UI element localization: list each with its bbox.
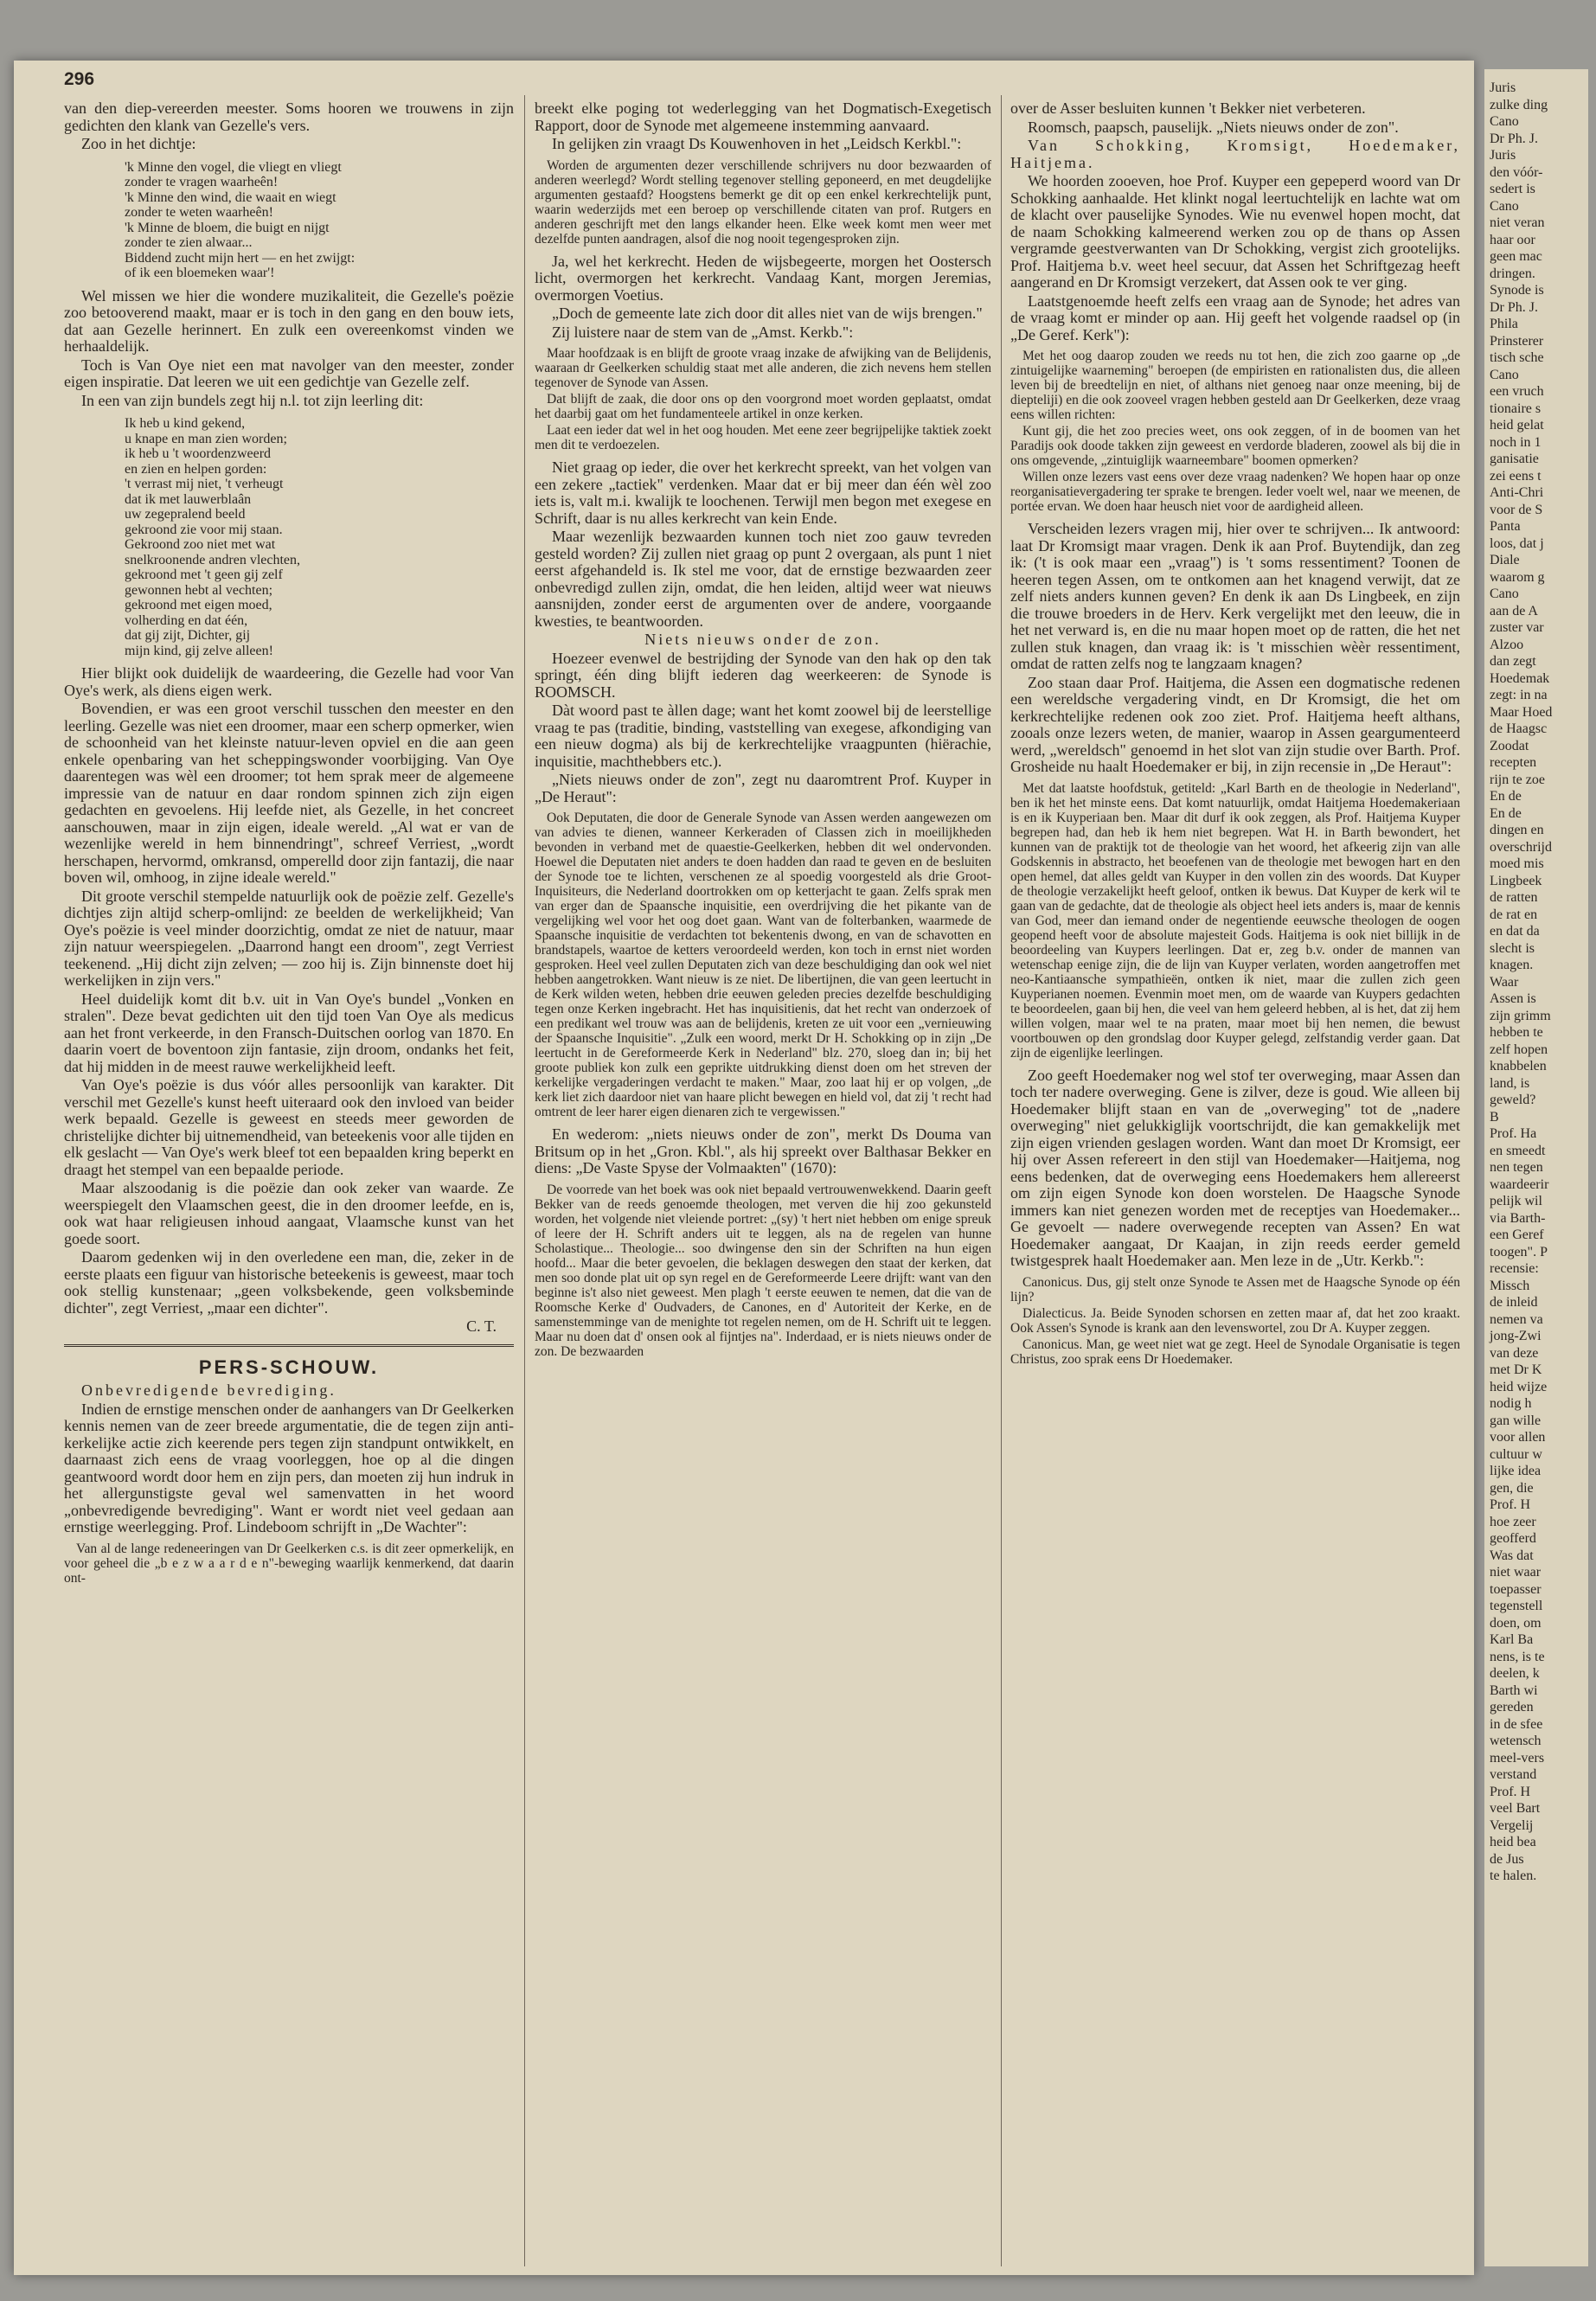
- fragment-line: lijke idea: [1490, 1464, 1542, 1478]
- fragment-line: jong-Zwi: [1490, 1329, 1542, 1343]
- fragment-line: sedert is: [1490, 182, 1535, 196]
- paragraph: „Doch de gemeente late zich door dit alles niet van de wijs brengen.": [552, 304, 983, 322]
- fragment-line: Assen is: [1490, 991, 1536, 1006]
- poem: [125, 160, 514, 281]
- fragment-line: zegt: in na: [1490, 688, 1548, 702]
- fragment-line: de Jus: [1490, 1851, 1524, 1867]
- fragment-line: voor allen: [1490, 1430, 1546, 1445]
- column-rule: [1001, 95, 1002, 2266]
- quote-paragraph: Kunt gij, die het zoo precies weet, ons ook zeggen, of in de boomen van het Paradijs ook doode takken zijn geweest en verdorde bladeren, zoowel als bij die in ons omgevende, „zintuiglijk waarneembare" boomen opmerken?: [1010, 424, 1460, 468]
- fragment-line: nen tegen: [1490, 1160, 1543, 1175]
- poem-line: en zien en helpen gorden:: [125, 461, 267, 477]
- fragment-line: zulke ding: [1490, 97, 1548, 112]
- fragment-line: tionaire s: [1490, 401, 1542, 416]
- fragment-line: recensie:: [1490, 1261, 1539, 1276]
- fragment-line: rijn te zoe: [1490, 772, 1545, 787]
- poem-line: gekroond met eigen moed,: [125, 598, 272, 612]
- fragment-line: recepten: [1490, 755, 1537, 770]
- signature: C. T.: [466, 1317, 497, 1335]
- column-1: [64, 100, 514, 2263]
- fragment-line: Prof. Ha: [1490, 1126, 1537, 1141]
- fragment-line: Cano: [1490, 198, 1519, 214]
- column-3: [1010, 100, 1460, 2263]
- fragment-line: Phila: [1490, 317, 1518, 331]
- fragment-line: zuster var: [1490, 620, 1544, 635]
- fragment-line: Was dat: [1490, 1548, 1534, 1563]
- quote: [535, 158, 991, 247]
- fragment-line: zijn grimm: [1490, 1008, 1551, 1023]
- fragment-line: en dat da: [1490, 924, 1540, 939]
- paragraph: We hoorden zooeven, hoe Prof. Kuyper een gepeperd woord van Dr Schokking aanhaalde. Het klinkt nogal leertuchtelijk en lachte wat om de klacht over pauselijke Synodes. Wie nu evenwel hopen mocht, dat de naam Schokking kalmeerend werken zou op de thans op Assen vergramde geestverwanten van Dr Schokking, vergist zich grootelijks. Prof. Haitjema b.v. weet heel secuur, dat Assen het Schriftgezag heeft aangerand en Dr Kromsigt verzekert, dat Assen ook te ver ging.: [1010, 172, 1460, 291]
- fragment-line: dringen.: [1490, 266, 1535, 281]
- paragraph: Zoo staan daar Prof. Haitjema, die Assen een dogmatische redenen een wereldsche vergadering vindt, en Dr Kromsigt, die het om kerkrechtelijke redenen ook zoo ziet. Prof. Haitjema heeft althans, zooals onze lezers weten, de manier, waarop in Assen geargumenteerd werd, „wereldsch" genoemd in het slot van zijn studie over Barth. Prof. Grosheide nu haalt Hoedemaker er bij, in zijn recensie in „De Heraut":: [1010, 673, 1460, 775]
- fragment-line: zei eens t: [1490, 468, 1542, 484]
- next-page-fragments: [1484, 69, 1588, 1885]
- paragraph: Roomsch, paapsch, pauselijk. „Niets nieuws onder de zon".: [1028, 118, 1399, 136]
- quote-paragraph: Met het oog daarop zouden we reeds nu tot hen, die zich zoo gaarne op „de zintuigelijke waarneming" beroepen (de empiristen en rationalisten dus, die alleen leven bij de breedtelijn en niet, of althans niet genoeg naar onze meening, bij de diepteliji) en die ook zooveel vragen hebben gesteld aan Dr Geelkerken, deze vraag eens willen richten:: [1010, 349, 1460, 422]
- fragment-line: de ratten: [1490, 890, 1538, 905]
- fragment-line: noch in 1: [1490, 434, 1542, 450]
- fragment-line: via Barth-: [1490, 1210, 1546, 1226]
- fragment-line: nens, is te: [1490, 1649, 1545, 1664]
- fragment-line: geweld?: [1490, 1093, 1536, 1107]
- fragment-line: heid wijze: [1490, 1379, 1548, 1394]
- fragment-line: Hoedemak: [1490, 670, 1550, 686]
- poem-line: snelkroonende andren vlechten,: [125, 552, 301, 567]
- fragment-line: En de: [1490, 805, 1522, 821]
- quote: [1010, 349, 1460, 514]
- quote-paragraph: Van al de lange redeneeringen van Dr Geelkerken c.s. is dit zeer opmerkelijk, en voor geheel die „b e z w a a r d e n"-beweging waarlijk kenmerkend, dat daarin ont-: [64, 1541, 514, 1586]
- quote: [535, 811, 991, 1119]
- fragment-line: dingen en: [1490, 823, 1544, 837]
- poem-line: 'k Minne den vogel, die vliegt en vliegt: [125, 159, 342, 175]
- fragment-line: Missch: [1490, 1278, 1530, 1293]
- fragment-line: nemen va: [1490, 1311, 1543, 1327]
- poem-line: ik heb u 't woordenzweerd: [125, 446, 272, 461]
- fragment-line: Cano: [1490, 114, 1519, 129]
- fragment-line: verstand: [1490, 1767, 1537, 1782]
- fragment-line: Juris: [1490, 148, 1516, 163]
- fragment-line: Prof. H: [1490, 1784, 1531, 1799]
- paragraph: Hoezeer evenwel de bestrijding der Synode van den hak op den tak springt, één ding blijft iederen dag weerkeeren: de Synode is ROOMSCH.: [535, 649, 991, 701]
- fragment-line: knagen.: [1490, 958, 1534, 972]
- fragment-line: pelijk wil: [1490, 1194, 1542, 1208]
- paragraph: Ja, wel het kerkrecht. Heden de wijsbegeerte, morgen het Oostersch licht, overmorgen het kerkrecht. Vandaag Kant, morgen Jeremias, overmorgen Voetius.: [535, 252, 991, 304]
- quote-paragraph: Met dat laatste hoofdstuk, getiteld: „Karl Barth en de theologie in Nederland", ben ik het het minste eens. Dat komt natuurlijk, omdat Haitjema Hoedemakeriaan is en ik Kuyperiaan ben. Maar dit durf ik ook zeggen, als Prof. Haitjema Kuyper begrepen had, dan heb ik hem niet begrepen. Wat H. in Barth bewondert, het kunnen van de praktijk tot de theologie van het woord, het afkeerig zijn van alle Godskennis in abstracto, het beoefenen van de theologie met bewogen hart en den open hemel, dat alles geldt van Kuyper in den vollen zin des woords. Dat Kuyper de theologie verzakelijkt heeft geloof, ontken ik bewus. Dat Kuyper de kerk wil te gaan van de gedachte, dat de theologie als object heel iets anders is, maar de kennis van God, meer dan iemand onder de negentiende eeuwsche theologen de oogen geopend heeft voor de absolute majesteit Gods. Haitjema is ook niet billijk in de beoordeeling van Kuypers leerlingen. Dat er, zeg b.v. onder de mannen van wetenschap eenige zijn, die de lijn van Kuyper verlaten, worden aangetroffen met neo-Kantiaansche sympathieën, ontken ik niet, maar die zullen zich geen Kuyperianen noemen. Evenmin moet men, om de waarde van Kuypers gedachten te beoordeelen, gaan bij hen, die veel van hem geleerd hebben, al is het, dat zij hem willen volgen, maar wel te na praten, maar moet bij hen nemen, die bewust voortbouwen op den grondslag door Kuyper gelegd, zelfstandig verder gaan. Dat zijn de eigenlijke leerlingen.: [1010, 780, 1460, 1061]
- fragment-line: geofferd: [1490, 1531, 1536, 1546]
- quote: [1010, 781, 1460, 1061]
- fragment-line: doen, om: [1490, 1615, 1542, 1631]
- quote-paragraph: Dialecticus. Ja. Beide Synoden schorsen en zetten maar af, dat het zoo kraakt. Ook Assen's Synode is krank aan den levenswortel, zou Dr A. Kuyper zeggen.: [1010, 1305, 1460, 1336]
- poem-line: zonder te vragen waarheên!: [125, 175, 279, 189]
- poem-line: volherding en dat één,: [125, 612, 248, 628]
- fragment-line: Barth wi: [1490, 1682, 1538, 1698]
- fragment-line: meel-vers: [1490, 1750, 1545, 1766]
- fragment-line: nodig h: [1490, 1396, 1532, 1411]
- paragraph: En wederom: „niets nieuws onder de zon", merkt Ds Douma van Britsum op in het „Gron. Kbl.", als hij spreekt over Balthasar Bekker en diens: „De Vaste Spyse der Volmaakten" (1670):: [535, 1125, 991, 1176]
- fragment-line: toepasser: [1490, 1581, 1542, 1597]
- fragment-line: Waar: [1490, 974, 1519, 990]
- fragment-line: in de sfee: [1490, 1716, 1543, 1732]
- paragraph: over de Asser besluiten kunnen 't Bekker niet verbeteren.: [1010, 100, 1366, 117]
- quote-paragraph: Canonicus. Man, ge weet niet wat ge zegt. Heel de Synodale Organisatie is tegen Christus, zoo sprak eens Dr Hoedemaker.: [1010, 1336, 1460, 1367]
- quote-paragraph: Dat blijft de zaak, die door ons op den voorgrond moet worden geplaatst, omdat het daarbij gaat om het fundamenteele artikel in onze kerken.: [535, 392, 991, 421]
- paragraph: Daarom gedenken wij in den overledene een man, die, zeker in de eerste plaats een figuur van historische beteekenis is geweest, maar toch ook stellig kunstenaar; „geen volksbekende, geen volksbeminde dichter", zegt Verriest, „maar een dichter".: [64, 1248, 514, 1317]
- fragment-line: En de: [1490, 789, 1522, 804]
- fragment-line: Anti-Chri: [1490, 485, 1544, 500]
- fragment-line: tisch sche: [1490, 350, 1544, 365]
- fragment-line: gereden: [1490, 1700, 1534, 1715]
- fragment-line: Synode is: [1490, 283, 1544, 298]
- fragment-line: met Dr K: [1490, 1362, 1542, 1377]
- fragment-line: Cano: [1490, 367, 1519, 382]
- poem-line: mijn kind, gij zelve alleen!: [125, 643, 273, 658]
- fragment-line: wetensch: [1490, 1734, 1542, 1748]
- fragment-line: dan zegt: [1490, 654, 1536, 669]
- fragment-line: veel Bart: [1490, 1801, 1541, 1816]
- fragment-line: niet veran: [1490, 215, 1545, 230]
- quote-paragraph: Laat een ieder dat wel in het oog houden. Met eene zeer begrijpelijke taktiek zoekt men dit te verdoezelen.: [535, 423, 991, 452]
- poem-line: dat ik met lauwerblaân: [125, 491, 252, 507]
- paragraph: „Niets nieuws onder de zon", zegt nu daaromtrent Prof. Kuyper in „De Heraut":: [535, 771, 991, 805]
- subheading: Niets nieuws onder de zon.: [644, 631, 881, 648]
- poem-line: 'k Minne de bloem, die buigt en nijgt: [125, 220, 330, 235]
- paragraph: Hier blijkt ook duidelijk de waardeering, die Gezelle had voor Van Oye's werk, als diens eigen werk.: [64, 664, 514, 699]
- fragment-line: Prinsterer: [1490, 333, 1544, 349]
- paragraph: Indien de ernstige menschen onder de aanhangers van Dr Geelkerken kennis nemen van de zeer breede argumentatie, die de tegen zijn anti-kerkelijke actie zich keerende pers tegen zijn standpunt ontwikkelt, en daarnaast zich eens de vraag voorleggen, hoe op al die dingen geantwoord wordt door hem en zijn pers, dan moeten zij hun indruk in het allergunstigste geval wel samenvatten in het woord „onbevredigende bevrediging". Want er wordt niet veel gedaan aan ernstige weerlegging. Prof. Lindeboom schrijft in „De Wachter":: [64, 1400, 514, 1535]
- fragment-line: Alzoo: [1490, 637, 1524, 652]
- paragraph: Maar alszoodanig is die poëzie dan ook zeker van waarde. Ze weerspiegelt den Vlaamschen geest, die in den droomer leefde, en is, ook wat haar religieusen inhoud aangaat, Vlaamsche kunst van het goede soort.: [64, 1179, 514, 1247]
- fragment-line: aan de A: [1490, 603, 1538, 619]
- paragraph: Toch is Van Oye niet een mat navolger van den meester, zonder eigen inspiratie. Dat leeren we uit een gedichtje van Gezelle zelf.: [64, 356, 514, 390]
- paragraph: Dit groote verschil stempelde natuurlijk ook de poëzie zelf. Gezelle's dichtjes zijn altijd scherp-omlijnd: ze beelden de werkelijkheid; Van Oye's poëzie is veel minder doorzichtig, omdat ze niet de natuur, maar zijn natuur weerspiegelen. „Daarrond hangt een droom", zegt Verriest teekenend. „Hij dicht zijn zelven; — zoo hij is. Zijn binnenste doet hij werkelijken in zijn vers.": [64, 887, 514, 989]
- fragment-line: Prof. H: [1490, 1497, 1531, 1512]
- poem-line: of ik een bloemeken waar'!: [125, 266, 275, 280]
- paragraph: Zoo geeft Hoedemaker nog wel stof ter overweging, maar Assen dan toch ter nadere overweging. Gene is zilver, deze is goud. Wie alleen bij Hoedemaker blijft staan en van de „overweging" tot de „nadere overweging" niet gelukkiglijk voortschrijdt, die kan gemakkelijk met zijn eigen vrienden geslagen worden. Want dan moet Dr Kromsigt, eer hij over Assen refereert in den stijl van Hoedemaker—Haitjema, nog eens bedenken, dat de overweging eens Hoedemakers hem allereerst om zijn eigen Synode kon doen worstelen. De Haagsche Synode immers kan niet genezen worden met de receptjes van Hoedemaker... Ge gevoelt — nadere overwegende recepten van Assen? En wat Hoedemaker aangaat, Dr Kaajan, in zijn reeds eerder gemeld twistgesprek haalt Hoedemaker aan. Men leze in de „Utr. Kerkb.":: [1010, 1066, 1460, 1269]
- fragment-line: Zoodat: [1490, 738, 1529, 753]
- poem-line: Biddend zucht mijn hert — en het zwijgt:: [125, 250, 356, 266]
- fragment-line: Dr Ph. J.: [1490, 131, 1539, 146]
- fragment-line: B: [1490, 1109, 1499, 1125]
- fragment-line: Cano: [1490, 586, 1519, 601]
- quote-paragraph: Ook Deputaten, die door de Generale Synode van Assen werden aangewezen om van advies te dienen, wanneer Kerkeraden of Classen zich in moeilijkheden bevonden in verband met de quaestie-Geelkerken, hebben dit wel ondervonden. Hoewel die Deputaten niet anders te doen hadden dan raad te geven en de besluiten der Synode toe te lichten, verschenen ze al spoedig voorgesteld als drie Groot-Inquisiteurs, die Nederland doortrokken om op ketterjacht te gaan. Zelfs sprak men van erger dan de Spaansche inquisitie, een overdrijving die het pikante van de vergelijking wel voor het oog doet gaan. Want van de folterbanken, waarmede de Spaansche inquisitie de verdachten tot bekentenis dwong, en van de schavotten en brandstapels, waartoe de ketters veroordeeld werden, kon toch in ernst niet worden gesproken. Heel veel zullen Deputaten zich van deze beschuldiging dan ook wel niet hebben aangetrokken. Want nieuw is ze niet. De libertijnen, die van geen leertucht in de Kerk wilden weten, hebben drie eeuwen geleden precies dezelfde beschuldiging tegen onze Kerken ingebracht. Het has inquisitienis, dat het recht van onderzoek of een predikant wel trouw was aan de belijdenis, kreten ze uit voor een „vernieuwing der Spaansche Inquisitie". „Zulk een woord, merkt Dr H. Schokking op in zijn „De leertucht in de Gereformeerde Kerk in Nederland" blz. 270, sloeg dan in; bij het groote publiek kon zulk een geprikte uitdrukking dienst doen om het streven der kerkelijke vergaderingen verdacht te maken." Maar, zoo laat hij er op volgen, „de kerk liet zich daardoor niet van haare plicht bewegen en hield vol, dat zij 't recht had omtrent de leer harer eigen dienaren zich te vergewissen.": [535, 811, 991, 1119]
- fragment-line: heid bea: [1490, 1835, 1536, 1849]
- paragraph: Laatstgenoemde heeft zelfs een vraag aan de Synode; het adres van de vraag komt er minder op aan. Hij geeft het volgende raadsel op (in „De Geref. Kerk"):: [1010, 292, 1460, 343]
- section-title: PERS-SCHOUW.: [64, 1344, 514, 1376]
- poem: [125, 416, 514, 658]
- fragment-line: land, is: [1490, 1075, 1530, 1091]
- poem-line: gekroond zie voor mij staan.: [125, 522, 283, 537]
- fragment-line: toogen". P: [1490, 1244, 1548, 1259]
- fragment-line: haar oor: [1490, 232, 1535, 247]
- fragment-line: waarom g: [1490, 569, 1545, 585]
- fragment-line: de rat en: [1490, 907, 1538, 922]
- quote-paragraph: De voorrede van het boek was ook niet bepaald vertrouwenwekkend. Daarin geeft Bekker van de reeds genoemde theologen, met verven die hij zoo gekunsteld worden, het volgende niet vleiende portret: „(sy) 't hert niet hebben om enige spreuk of leere der H. Schrift anders uit te leggen, als na de regelen van hunne Scholastique... Theologie... soo dwingense den sin der Schriften na hun eigen hoofd... Maar die beter gevoelen, die beklagen deswegen den staat der kerken, dat men soo donde plat uit op syn regel en de Gereformeerde Leere drijft: want van den beginne is't also niet geweest. Men plagh 't eerste eeuwen te nemen, dat die van de Roomsche Kerke d' Oudvaders, de Canones, en d' Autoriteit der Kerke, en de samenstemminge van de menighte tot regelen nemen, om de H. Schrift uit te leggen. Maar nu doen dat d' onsen ook al fijntjes na". Inderdaad, er is niets nieuws onder de zon. De bezwaarden: [535, 1182, 991, 1359]
- fragment-line: hoe zeer: [1490, 1514, 1536, 1529]
- fragment-line: Juris: [1490, 80, 1516, 95]
- fragment-line: Karl Ba: [1490, 1632, 1534, 1647]
- column-rule: [524, 95, 525, 2266]
- poem-line: u knape en man zien worden;: [125, 431, 287, 446]
- poem-line: gewonnen hebt al vechten;: [125, 582, 273, 598]
- quote: [535, 1183, 991, 1359]
- paragraph: In een van zijn bundels zegt hij n.l. tot zijn leerling dit:: [81, 391, 424, 409]
- fragment-line: tegenstell: [1490, 1599, 1543, 1613]
- next-page-edge: [1484, 69, 1588, 2266]
- poem-line: uw zegepralend beeld: [125, 507, 246, 522]
- paragraph: Zoo in het dichtje:: [81, 135, 196, 152]
- poem-line: zonder te zien alwaar...: [125, 235, 253, 250]
- quote-paragraph: Willen onze lezers vast eens over deze vraag nadenken? We hopen haar op onze reorganisatievergadering ter sprake te brengen. Ieder voelt wel, naar we meenen, de portée ervan. We doen haar heusch niet voor de aardigheid alleen.: [1010, 470, 1460, 514]
- poem-line: Gekroond zoo niet met wat: [125, 537, 276, 552]
- fragment-line: de Haagsc: [1490, 721, 1548, 736]
- fragment-line: slecht is: [1490, 940, 1535, 956]
- fragment-line: cultuur w: [1490, 1446, 1542, 1462]
- fragment-line: niet waar: [1490, 1565, 1542, 1580]
- poem-line: Ik heb u kind gekend,: [125, 416, 246, 431]
- paragraph: Zij luistere naar de stem van de „Amst. Kerkb.":: [552, 323, 854, 341]
- poem-line: 't verrast mij niet, 't verheugt: [125, 477, 284, 491]
- quote-paragraph: Worden de argumenten dezer verschillende schrijvers nu door bezwaarden of anderen weerlegd? Wordt stelling tegenover stelling geponeerd, en met deugdelijke argumenten gestaafd? Hoogstens bemerkt ge dit op een enkel kerkrechtelijk punt, waarin wederzijds met een beroep op verschillende citaten van prof. Rutgers en anderen geschrijft met den langs elkander heen. Elke week komt men weer met dezelfde punten aandragen, alsof die nog nooit tegengesproken zijn.: [535, 157, 991, 247]
- fragment-line: de inleid: [1490, 1295, 1538, 1310]
- fragment-line: van deze: [1490, 1345, 1539, 1361]
- paragraph: Wel missen we hier die wondere muzikaliteit, die Gezelle's poëzie zoo betooverend maakt, maar er is toch in den gang en den bouw iets, dat aan Gezelle herinnert. En zulk een overeenkomst vinden we herhaaldelijk.: [64, 286, 514, 355]
- quote: [535, 346, 991, 452]
- fragment-line: moed mis: [1490, 856, 1544, 871]
- fragment-line: en smeedt: [1490, 1143, 1546, 1158]
- fragment-line: deelen, k: [1490, 1666, 1540, 1681]
- paragraph: Dàt woord past te àllen dage; want het komt zoowel bij de leerstellige vraag te pas (traditie, binding, vaststelling van exegese, afkondiging van een nieuw dogma) als bij de kerkrechtelijke vraagpunten (hiërachie, inquisitie, machthebbers etc.).: [535, 702, 991, 770]
- quote-paragraph: Canonicus. Dus, gij stelt onze Synode te Assen met de Haagsche Synode op één lijn?: [1010, 1274, 1460, 1304]
- paragraph: van den diep-vereerden meester. Soms hooren we trouwens in zijn gedichten den klank van Gezelle's vers.: [64, 100, 514, 134]
- fragment-line: heid gelat: [1490, 418, 1544, 433]
- fragment-line: gen, die: [1490, 1480, 1534, 1496]
- fragment-line: den vóór-: [1490, 164, 1543, 180]
- quote: [64, 1541, 514, 1586]
- fragment-line: Maar Hoed: [1490, 704, 1553, 720]
- subheading: Onbevredigende bevrediging.: [81, 1381, 337, 1399]
- paragraph: Bovendien, er was een groot verschil tusschen den meester en den leerling. Gezelle was niet een droomer, maar een scherp opmerker, wien de schoonheid van het kleinste natuur-leven opviel en die aan geen enkele openbaring van het scheppingswonder voorbijging. Van Oye daarentegen was wèl een droomer; tot hem sprak meer de algemeene impressie van de natuur en daar rondom spinnen zich zijn eigen gedachten en gevoelens. Hij leefde niet, als Gezelle, in het concreet aanschouwen, maar in zijn eigen, ideale wereld. „Al wat er van de wezenlijke wereld in hem binnendringt", schreef Verriest, „wordt herschapen, hervormd, omkransd, omperelld door zijn fantazij, die naar boven wil, omhoog, in zijne ideale wereld.": [64, 700, 514, 886]
- newspaper-page: [14, 61, 1474, 2275]
- fragment-line: loos, dat j: [1490, 535, 1544, 551]
- paragraph: Heel duidelijk komt dit b.v. uit in Van Oye's bundel „Vonken en stralen". Deze bevat gedichten uit den tijd toen Van Oye als medicus aan het front verkeerde, in den Fransch-Duitschen oorlog van 1870. En daarin voert de boventoon zijn fantasie, zijn droom, ondanks het feit, dat hij midden in de meest rauwe werkelijkheid leeft.: [64, 990, 514, 1075]
- fragment-line: een Geref: [1490, 1227, 1544, 1242]
- paragraph: Maar wezenlijk bezwaarden kunnen toch niet zoo gauw tevreden gesteld worden? Zij zullen niet graag op punt 2 overgaan, als punt 1 niet eerst afgehandeld is. Ik stel me voor, dat de ernstige bezwaarden zeer onbevredigd zullen zijn, omdat, die hen leiden, altijd weer wat nieuws aansnijden, zonder eerst de argumenten over de andere, voorgaande kwesties, te beantwoorden.: [535, 528, 991, 630]
- paragraph: Van Oye's poëzie is dus vóór alles persoonlijk van karakter. Dit verschil met Gezelle's kunst heeft uiteraard ook den invloed van beider werk bepaald. Gezelle is geweest en steeds meer geworden de christelijke dichter bij uitnemendheid, van beteekenis voor alle tijden en elk geslacht — Van Oye's werk bleef tot een bepaalden kring beperkt en draagt het stempel van een bepaalde periode.: [64, 1076, 514, 1178]
- fragment-line: Lingbeek: [1490, 873, 1542, 888]
- paragraph: Verscheiden lezers vragen mij, hier over te schrijven... Ik antwoord: laat Dr Kromsigt maar vragen. Denk ik aan Prof. Buytendijk, dan zeg ik: ('t is ook maar een „vraag") is 't soms ressentiment? Toonen de heeren tegen Assen, om te ontkomen aan het knagend verwijt, dat ze zelf niets anders kunnen geven? En denk ik aan Ds Lingbeek, en zijn die trouwe broeders in de Herv. Kerk vergelijkt met den leeuw, die in het net verward is, en die nu maar hopen moet op de ratten, die het net zullen stuk knagen, dan vraag ik: is 't misschien wèèr ressentiment, omdat de ratten zelfs nog te langzaam knagen?: [1010, 520, 1460, 672]
- fragment-line: voor de S: [1490, 502, 1543, 517]
- fragment-line: Vergelij: [1490, 1817, 1534, 1833]
- fragment-line: zelf hopen: [1490, 1042, 1548, 1057]
- fragment-line: te halen.: [1490, 1868, 1537, 1883]
- fragment-line: een vruch: [1490, 384, 1544, 399]
- fragment-line: gan wille: [1490, 1413, 1542, 1428]
- poem-line: gekroond met 't geen gij zelf: [125, 567, 283, 582]
- fragment-line: hebben te: [1490, 1025, 1543, 1040]
- fragment-line: Panta: [1490, 519, 1521, 534]
- subheading: Van Schokking, Kromsigt, Hoedemaker, Haitjema.: [1010, 137, 1460, 171]
- paragraph: In gelijken zin vraagt Ds Kouwenhoven in het „Leidsch Kerkbl.":: [552, 135, 962, 152]
- fragment-line: overschrijd: [1490, 839, 1552, 855]
- poem-line: 'k Minne den wind, die waait en wiegt: [125, 189, 337, 205]
- paragraph: Niet graag op ieder, die over het kerkrecht spreekt, van het volgen van een zekere „tactiek" verdenken. Maar dat er bij meer dan één wèl zoo iets is, valt m.i. kwalijk te loochenen. Terwijl men begon met exegese en Schrift, daar is nu alles kerkrecht van kein Ende.: [535, 458, 991, 527]
- column-2: [535, 100, 991, 2263]
- fragment-line: geen mac: [1490, 249, 1542, 264]
- quote-paragraph: Maar hoofdzaak is en blijft de groote vraag inzake de afwijking van de Belijdenis, waaraan dr Geelkerken schuldig staat met alle anderen, die zich nevens hem stellen tegenover de Synode van Assen.: [535, 346, 991, 390]
- poem-line: zonder te weten waarheên!: [125, 205, 273, 220]
- fragment-line: Diale: [1490, 553, 1520, 567]
- fragment-line: Dr Ph. J.: [1490, 299, 1539, 315]
- fragment-line: waardeerir: [1490, 1176, 1549, 1192]
- paragraph: breekt elke poging tot wederlegging van het Dogmatisch-Exegetisch Rapport, door de Synode met algemeene instemming aanvaard.: [535, 100, 991, 134]
- fragment-line: ganisatie: [1490, 452, 1539, 466]
- quote: [1010, 1275, 1460, 1367]
- fragment-line: knabbelen: [1490, 1059, 1547, 1074]
- poem-line: dat gij zijt, Dichter, gij: [125, 628, 251, 643]
- page-number: 296: [64, 69, 95, 89]
